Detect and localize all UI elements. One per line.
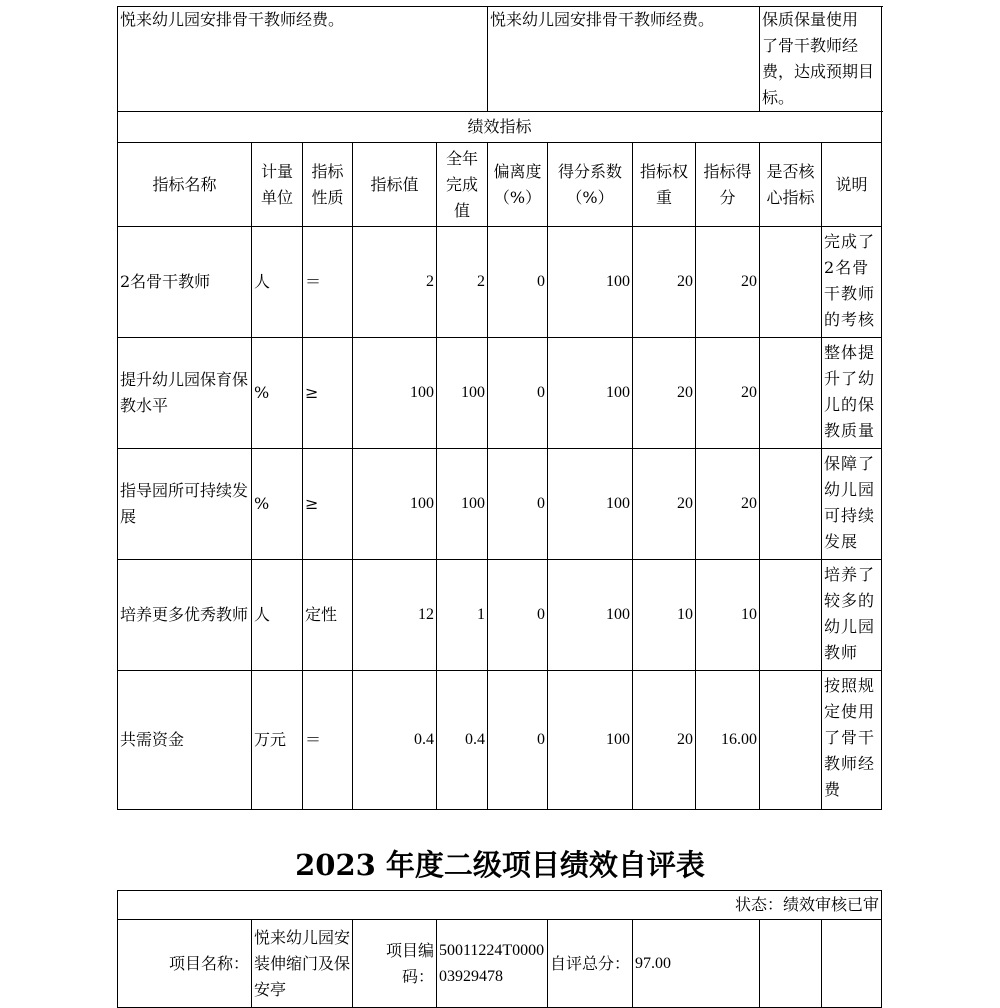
indicator-unit: % bbox=[252, 338, 303, 449]
indicator-deviation: 0 bbox=[488, 338, 548, 449]
header-unit: 计量单位 bbox=[252, 143, 303, 227]
header-name: 指标名称 bbox=[118, 143, 252, 227]
project-name-value: 悦来幼儿园安装伸缩门及保安亭 bbox=[252, 920, 353, 1008]
indicator-coef: 100 bbox=[548, 227, 633, 338]
indicator-deviation: 0 bbox=[488, 671, 548, 810]
indicator-core bbox=[760, 227, 822, 338]
indicator-note: 保障了幼儿园可持续发展 bbox=[822, 449, 882, 560]
indicator-value: 100 bbox=[353, 338, 437, 449]
indicator-weight: 20 bbox=[633, 227, 696, 338]
table-row bbox=[118, 338, 882, 449]
self-score-value: 97.00 bbox=[633, 920, 760, 1008]
indicator-nature: ≥ bbox=[303, 449, 353, 560]
indicator-score: 20 bbox=[696, 227, 760, 338]
indicator-actual: 2 bbox=[437, 227, 488, 338]
indicator-coef: 100 bbox=[548, 560, 633, 671]
project-info-table bbox=[117, 890, 882, 1008]
indicator-deviation: 0 bbox=[488, 560, 548, 671]
indicator-core bbox=[760, 560, 822, 671]
indicator-note: 完成了2名骨干教师的考核 bbox=[822, 227, 882, 338]
indicator-actual: 1 bbox=[437, 560, 488, 671]
header-core: 是否核心指标 bbox=[760, 143, 822, 227]
annual-objective-cell: 悦来幼儿园安排骨干教师经费。 bbox=[118, 7, 488, 112]
project-name-label: 项目名称： bbox=[118, 920, 252, 1008]
indicator-note: 按照规定使用了骨干教师经费 bbox=[822, 671, 882, 810]
indicator-nature: ＝ bbox=[303, 671, 353, 810]
header-coef: 得分系数（%） bbox=[548, 143, 633, 227]
indicator-deviation: 0 bbox=[488, 227, 548, 338]
document-title: 2023 年度二级项目绩效自评表 bbox=[295, 848, 705, 882]
indicator-nature: ＝ bbox=[303, 227, 353, 338]
indicator-note: 整体提升了幼儿的保教质量 bbox=[822, 338, 882, 449]
header-nature: 指标性质 bbox=[303, 143, 353, 227]
indicator-core bbox=[760, 338, 822, 449]
indicator-weight: 20 bbox=[633, 671, 696, 810]
indicator-actual: 100 bbox=[437, 338, 488, 449]
indicator-weight: 20 bbox=[633, 338, 696, 449]
table-row bbox=[118, 560, 882, 671]
header-weight: 指标权重 bbox=[633, 143, 696, 227]
section-row bbox=[118, 112, 882, 143]
indicator-coef: 100 bbox=[548, 338, 633, 449]
indicator-score: 20 bbox=[696, 338, 760, 449]
indicator-score: 20 bbox=[696, 449, 760, 560]
indicator-coef: 100 bbox=[548, 449, 633, 560]
project-code-value: 50011224T000003929478 bbox=[437, 920, 548, 1008]
header-value: 指标值 bbox=[353, 143, 437, 227]
indicator-value: 0.4 bbox=[353, 671, 437, 810]
indicator-core bbox=[760, 671, 822, 810]
indicator-value: 100 bbox=[353, 449, 437, 560]
indicator-nature: 定性 bbox=[303, 560, 353, 671]
header-deviation: 偏离度（%） bbox=[488, 143, 548, 227]
indicator-unit: % bbox=[252, 449, 303, 560]
indicator-actual: 0.4 bbox=[437, 671, 488, 810]
indicator-actual: 100 bbox=[437, 449, 488, 560]
indicator-nature: ≥ bbox=[303, 338, 353, 449]
indicator-score: 10 bbox=[696, 560, 760, 671]
plan-cell: 悦来幼儿园安排骨干教师经费。 bbox=[488, 7, 760, 112]
indicator-weight: 10 bbox=[633, 560, 696, 671]
project-code-label: 项目编码： bbox=[353, 920, 437, 1008]
section-title: 绩效指标 bbox=[118, 112, 882, 143]
performance-indicator-table bbox=[117, 6, 882, 810]
indicator-value: 2 bbox=[353, 227, 437, 338]
indicator-name: 共需资金 bbox=[118, 671, 252, 810]
indicator-note: 培养了较多的幼儿园教师 bbox=[822, 560, 882, 671]
indicator-name: 2名骨干教师 bbox=[118, 227, 252, 338]
empty-cell bbox=[760, 920, 822, 1008]
table-row bbox=[118, 671, 882, 810]
project-row bbox=[118, 920, 882, 1008]
status-text: 状态：绩效审核已审 bbox=[118, 891, 882, 920]
indicator-name: 指导园所可持续发展 bbox=[118, 449, 252, 560]
indicator-score: 16.00 bbox=[696, 671, 760, 810]
status-row bbox=[118, 891, 882, 920]
table-row bbox=[118, 449, 882, 560]
header-score: 指标得分 bbox=[696, 143, 760, 227]
result-cell: 保质保量使用 了骨干教师经费，达成预期目标。 bbox=[760, 7, 882, 112]
indicator-name: 提升幼儿园保育保教水平 bbox=[118, 338, 252, 449]
indicator-value: 12 bbox=[353, 560, 437, 671]
indicator-coef: 100 bbox=[548, 671, 633, 810]
header-note: 说明 bbox=[822, 143, 882, 227]
indicator-unit: 万元 bbox=[252, 671, 303, 810]
table-row bbox=[118, 227, 882, 338]
indicator-name: 培养更多优秀教师 bbox=[118, 560, 252, 671]
indicator-deviation: 0 bbox=[488, 449, 548, 560]
indicator-unit: 人 bbox=[252, 227, 303, 338]
indicator-core bbox=[760, 449, 822, 560]
indicator-unit: 人 bbox=[252, 560, 303, 671]
header-row bbox=[118, 143, 882, 227]
self-score-label: 自评总分： bbox=[548, 920, 633, 1008]
empty-cell bbox=[822, 920, 882, 1008]
header-actual: 全年完成值 bbox=[437, 143, 488, 227]
objective-row bbox=[118, 7, 882, 112]
indicator-weight: 20 bbox=[633, 449, 696, 560]
